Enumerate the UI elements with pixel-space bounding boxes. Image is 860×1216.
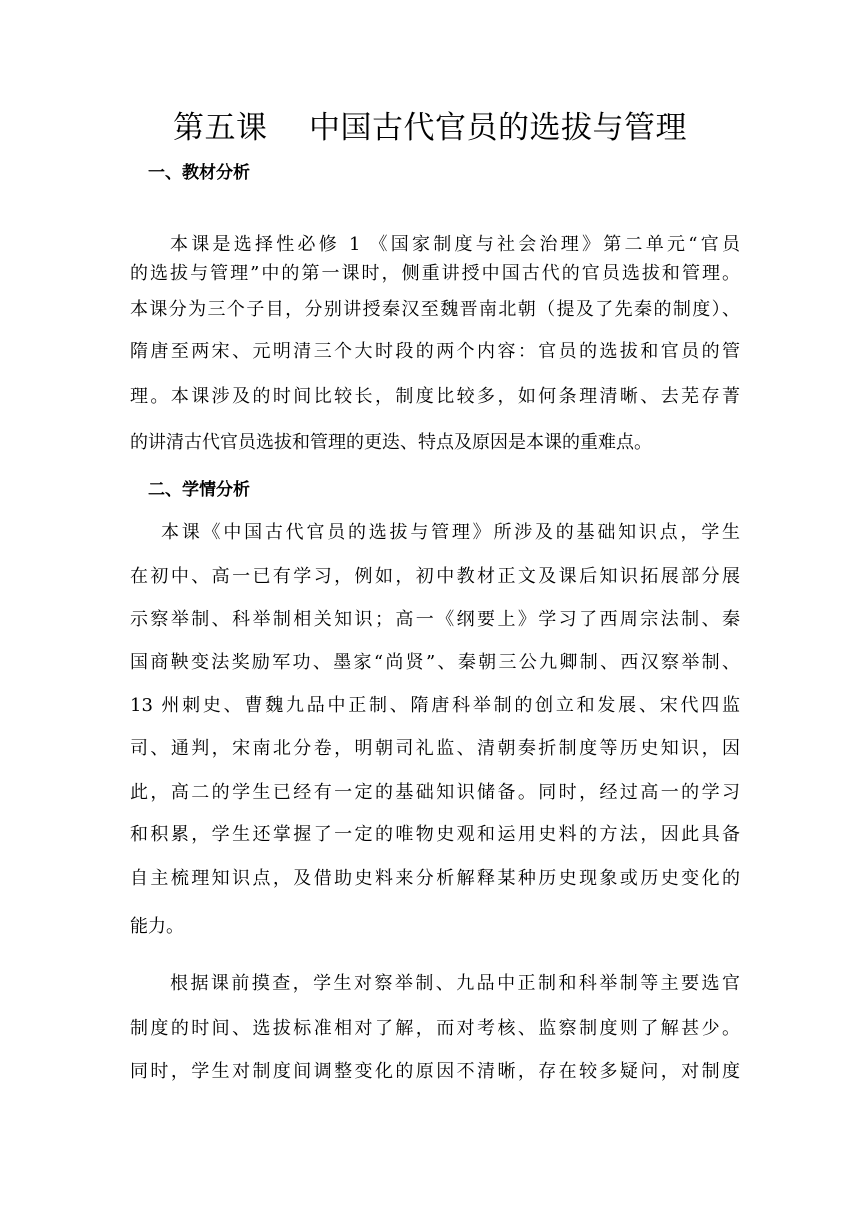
- text-line: 国商鞅变法奖励军功、墨家“尚贤”、秦朝三公九卿制、西汉察举制、: [130, 652, 740, 673]
- text-line: 和积累，学生还掌握了一定的唯物史观和运用史料的方法，因此具备: [130, 824, 740, 845]
- text-line: 隋唐至两宋、元明清三个大时段的两个内容：官员的选拔和官员的管: [130, 341, 740, 362]
- text-line: 理。本课涉及的时间比较长，制度比较多，如何条理清晰、去芜存菁: [130, 386, 740, 407]
- text-line: 此，高二的学生已经有一定的基础知识储备。同时，经过高一的学习: [130, 782, 740, 803]
- text-line: 制度的时间、选拔标准相对了解，而对考核、监察制度则了解甚少。: [130, 1018, 740, 1039]
- text-line: 13 州刺史、曹魏九品中正制、隋唐科举制的创立和发展、宋代四监: [130, 695, 740, 716]
- section-heading-student-analysis: 二、学情分析: [148, 480, 250, 500]
- text-line: 在初中、高一已有学习，例如，初中教材正文及课后知识拓展部分展: [130, 566, 740, 587]
- text-line: 的讲清古代官员选拔和管理的更迭、特点及原因是本课的重难点。: [130, 432, 652, 453]
- text-line: 自主梳理知识点，及借助史料来分析解释某种历史现象或历史变化的: [130, 868, 740, 889]
- text-line: 根据课前摸查，学生对察举制、九品中正制和科举制等主要选官: [170, 973, 740, 994]
- text-line: 同时，学生对制度间调整变化的原因不清晰，存在较多疑问，对制度: [130, 1061, 740, 1082]
- text-line: 本课分为三个子目，分别讲授秦汉至魏晋南北朝（提及了先秦的制度）、: [130, 299, 740, 320]
- text-line: 的选拔与管理”中的第一课时，侧重讲授中国古代的官员选拔和管理。: [130, 263, 740, 284]
- text-line: 司、通判，宋南北分卷，明朝司礼监、清朝奏折制度等历史知识，因: [130, 738, 740, 759]
- document-title: 第五课 中国古代官员的选拔与管理: [173, 110, 687, 146]
- text-line: 本课《中国古代官员的选拔与管理》所涉及的基础知识点，学生: [161, 522, 740, 543]
- text-line: 本课是选择性必修 1 《国家制度与社会治理》第二单元“官员: [170, 234, 740, 255]
- text-line: 示察举制、科举制相关知识；高一《纲要上》学习了西周宗法制、秦: [130, 609, 740, 630]
- section-heading-textbook-analysis: 一、教材分析: [148, 163, 250, 183]
- text-line: 能力。: [130, 916, 184, 937]
